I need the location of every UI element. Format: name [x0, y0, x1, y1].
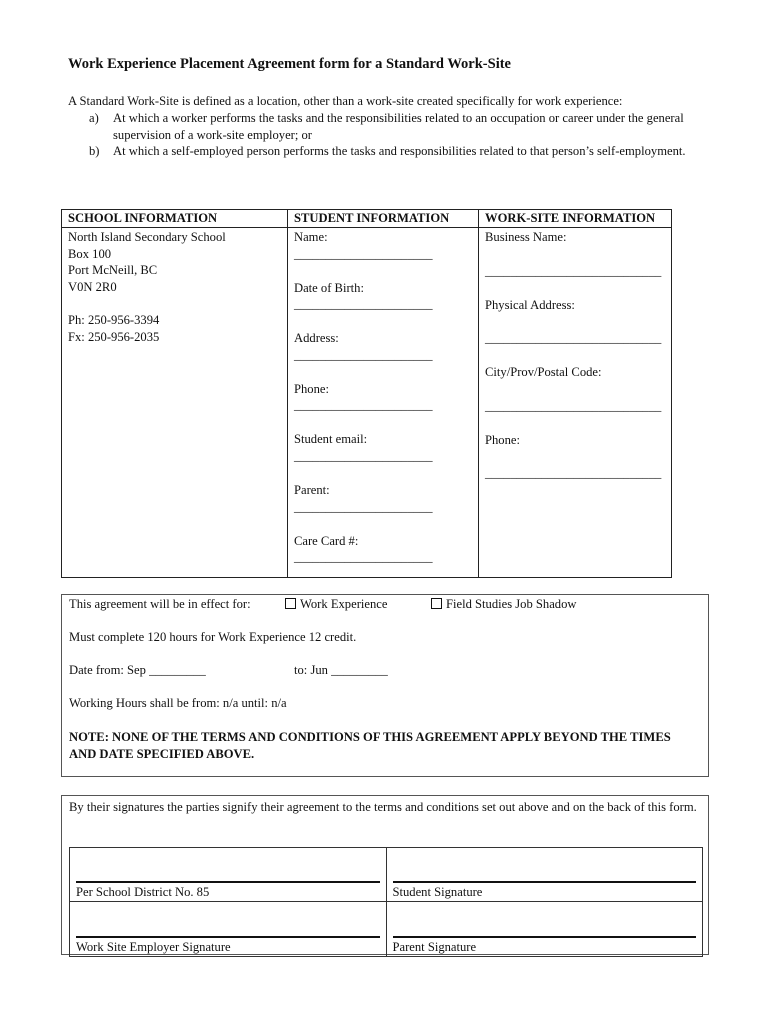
student-address-label: Address: — [294, 331, 339, 346]
signatures-box — [61, 795, 709, 955]
school-fax: Fx: 250-956-2035 — [68, 329, 160, 344]
parent-field[interactable]: ______________________ — [294, 499, 433, 514]
student-signature-cell[interactable] — [386, 848, 703, 902]
information-table — [61, 209, 672, 578]
student-dob-label: Date of Birth: — [294, 280, 364, 295]
intro-section — [68, 93, 708, 160]
work-experience-checkbox[interactable] — [285, 598, 296, 609]
physical-address-field[interactable]: ____________________________ — [485, 331, 662, 346]
worksite-information-cell — [479, 228, 672, 578]
student-email-field[interactable]: ______________________ — [294, 448, 433, 463]
item-text: At which a worker performs the tasks and the responsibilities related to an occupation or career under the general supervision of a work-site employer; or — [113, 110, 684, 142]
parent-signature-label: Parent Signature — [393, 936, 697, 955]
physical-address-label: Physical Address: — [485, 297, 575, 312]
intro-item-a — [68, 110, 708, 144]
student-signature-label: Student Signature — [393, 881, 697, 900]
work-experience-option[interactable] — [285, 597, 387, 612]
job-shadow-label: Field Studies Job Shadow — [446, 597, 577, 611]
intro-item-b — [68, 143, 708, 160]
employer-signature-cell[interactable] — [70, 902, 387, 957]
effect-label: This agreement will be in effect for: — [69, 597, 251, 611]
student-name-field[interactable]: ______________________ — [294, 246, 433, 261]
parent-signature-cell[interactable] — [386, 902, 703, 957]
item-marker: a) — [89, 110, 99, 125]
worksite-phone-field[interactable]: ____________________________ — [485, 466, 662, 481]
intro-text: A Standard Work-Site is defined as a location, other than a work-site created specifically for work experience: — [68, 94, 623, 108]
student-address-field[interactable]: ______________________ — [294, 347, 433, 362]
work-experience-label: Work Experience — [300, 597, 388, 611]
student-phone-field[interactable]: ______________________ — [294, 398, 433, 413]
school-information-header: SCHOOL INFORMATION — [62, 210, 288, 228]
signatures-intro: By their signatures the parties signify their agreement to the terms and conditions set out above and on the back of this form. — [69, 800, 697, 814]
school-phone: Ph: 250-956-3394 — [68, 313, 160, 328]
date-from-field[interactable]: Date from: Sep _________ — [69, 663, 206, 677]
item-marker: b) — [89, 144, 100, 159]
working-hours: Working Hours shall be from: n/a until: n/a — [69, 696, 287, 710]
school-city: Port McNeill, BC — [68, 263, 158, 278]
worksite-information-header: WORK-SITE INFORMATION — [479, 210, 672, 228]
form-title: Work Experience Placement Agreement form for a Standard Work-Site — [68, 56, 511, 72]
student-information-header: STUDENT INFORMATION — [288, 210, 479, 228]
job-shadow-checkbox[interactable] — [431, 598, 442, 609]
employer-signature-label: Work Site Employer Signature — [76, 936, 380, 955]
business-name-field[interactable]: ____________________________ — [485, 263, 662, 278]
student-dob-field[interactable]: ______________________ — [294, 297, 433, 312]
agreement-terms-box — [61, 594, 709, 777]
student-email-label: Student email: — [294, 432, 368, 447]
signatures-table — [69, 847, 703, 957]
care-card-field[interactable]: ______________________ — [294, 550, 433, 565]
date-to-field[interactable]: to: Jun _________ — [294, 663, 388, 677]
student-name-label: Name: — [294, 230, 328, 244]
school-district-signature-label: Per School District No. 85 — [76, 881, 380, 900]
item-text: At which a self-employed person performs the tasks and responsibilities related to that person’s self-employment. — [113, 144, 686, 159]
job-shadow-option[interactable] — [431, 597, 577, 612]
parent-label: Parent: — [294, 482, 330, 497]
school-name: North Island Secondary School — [68, 230, 226, 244]
intro-list — [68, 110, 708, 160]
school-box: Box 100 — [68, 246, 112, 261]
school-postal: V0N 2R0 — [68, 279, 117, 294]
worksite-phone-label: Phone: — [485, 432, 520, 447]
school-district-signature-cell[interactable] — [70, 848, 387, 902]
hours-requirement: Must complete 120 hours for Work Experience 12 credit. — [69, 630, 357, 644]
city-prov-postal-field[interactable]: ____________________________ — [485, 398, 662, 413]
school-information-cell — [62, 228, 288, 578]
city-prov-postal-label: City/Prov/Postal Code: — [485, 365, 602, 380]
effect-line — [69, 597, 577, 612]
business-name-label: Business Name: — [485, 230, 567, 244]
terms-note: NOTE: NONE OF THE TERMS AND CONDITIONS OF THIS AGREEMENT APPLY BEYOND THE TIMES AND DATE SPECIFIED ABOVE. — [69, 730, 671, 761]
student-information-cell — [288, 228, 479, 578]
student-phone-label: Phone: — [294, 381, 329, 396]
care-card-label: Care Card #: — [294, 533, 359, 548]
